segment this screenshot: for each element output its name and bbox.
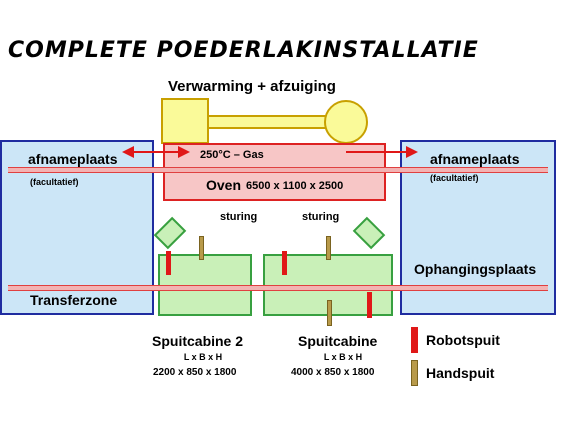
oven-temp-label: 250°C – Gas bbox=[200, 149, 264, 161]
cabin1-dims: 4000 x 850 x 1800 bbox=[291, 367, 375, 378]
lower-conveyor-rail bbox=[8, 285, 548, 291]
control-panel-right bbox=[353, 217, 386, 250]
legend-robot-label: Robotspuit bbox=[426, 332, 500, 348]
transfer-zone-label: Transferzone bbox=[30, 292, 118, 308]
left-zone-sub: (facultatief) bbox=[30, 177, 79, 187]
robot-gun-cabin2 bbox=[166, 251, 171, 275]
hand-gun-cabin1-bottom bbox=[327, 300, 332, 326]
oven-name: Oven bbox=[206, 177, 242, 193]
legend-hand-label: Handspuit bbox=[426, 365, 495, 381]
robot-gun-cabin1-right bbox=[367, 292, 372, 318]
diagram-title: COMPLETE POEDERLAKINSTALLATIE bbox=[8, 38, 479, 63]
cabin2-name: Spuitcabine 2 bbox=[152, 333, 244, 349]
cabin1-name: Spuitcabine bbox=[298, 333, 378, 349]
hang-zone-label: Ophangingsplaats bbox=[414, 261, 537, 277]
right-zone-sub: (facultatief) bbox=[430, 173, 479, 183]
robot-gun-cabin1-left bbox=[282, 251, 287, 275]
control-right-label: sturing bbox=[302, 211, 340, 223]
flow-arrows bbox=[120, 142, 420, 162]
heating-label: Verwarming + afzuiging bbox=[168, 78, 336, 95]
hand-gun-cabin2 bbox=[199, 236, 204, 260]
control-left-label: sturing bbox=[220, 211, 258, 223]
left-zone-label: afnameplaats bbox=[28, 151, 118, 167]
cabin1-dims-label: L x B x H bbox=[323, 352, 363, 362]
legend-hand-swatch bbox=[411, 360, 418, 386]
legend-robot-swatch bbox=[411, 327, 418, 353]
cabin2-dims-label: L x B x H bbox=[183, 352, 223, 362]
flow-arrow-shape bbox=[120, 142, 420, 162]
right-zone-label: afnameplaats bbox=[430, 151, 520, 167]
cabin2-dims: 2200 x 850 x 1800 bbox=[153, 367, 237, 378]
hand-gun-cabin1-top bbox=[326, 236, 331, 260]
heater-unit bbox=[160, 86, 370, 146]
upper-conveyor-rail bbox=[8, 167, 548, 173]
oven-dims: 6500 x 1100 x 2500 bbox=[246, 180, 344, 192]
heater-shape bbox=[160, 86, 370, 146]
control-panel-left bbox=[154, 217, 187, 250]
